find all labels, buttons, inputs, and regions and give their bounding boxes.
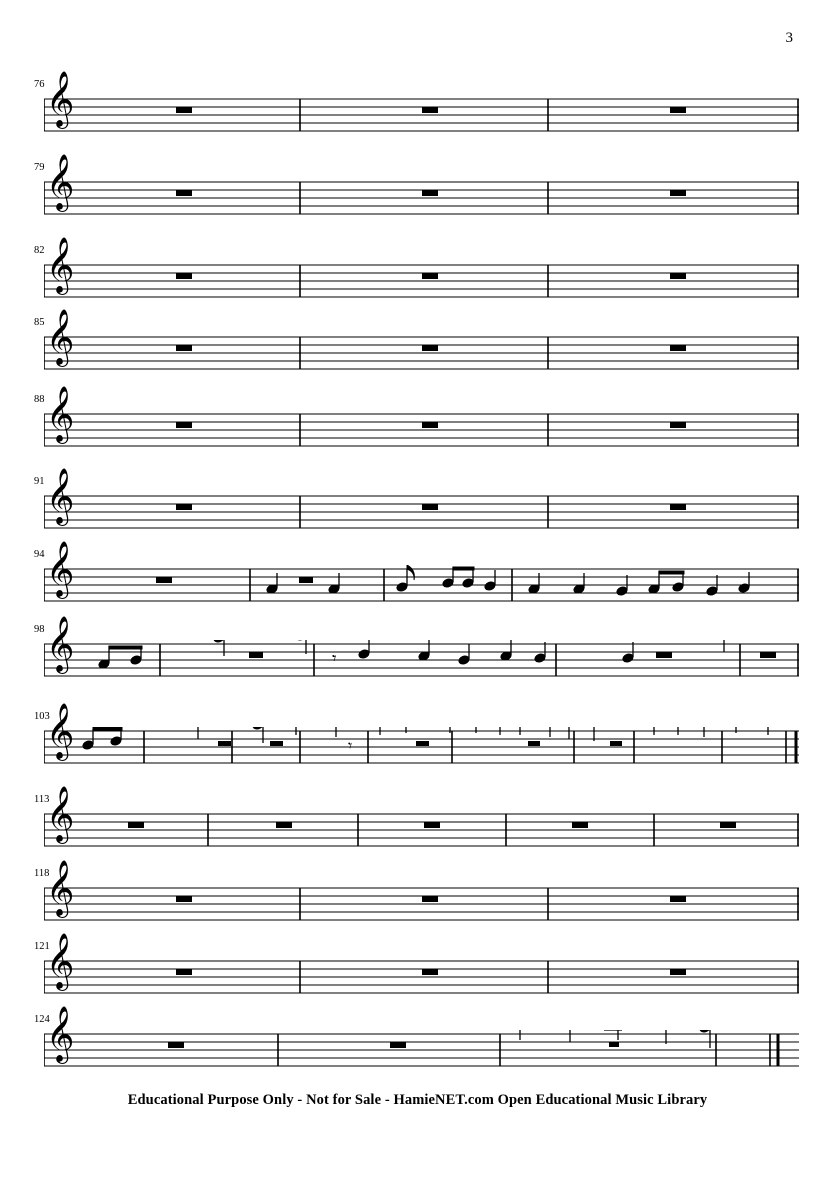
staff xyxy=(44,492,799,540)
measure-number: 76 xyxy=(34,79,45,90)
measure-number: 118 xyxy=(34,868,50,879)
staff-system-79 xyxy=(34,154,799,226)
staff-system-94 xyxy=(34,541,799,613)
measure-number: 79 xyxy=(34,162,45,173)
staff xyxy=(44,727,799,775)
staff-system-88 xyxy=(34,386,799,458)
measure-number: 94 xyxy=(34,549,45,560)
svg-text:𝄾: 𝄾 xyxy=(332,649,337,669)
treble-clef-icon: 𝄞 xyxy=(46,71,75,127)
measure-number: 82 xyxy=(34,245,45,256)
measure-number: 124 xyxy=(34,1014,50,1025)
measure-number: 91 xyxy=(34,476,45,487)
staff xyxy=(44,957,799,1005)
staff-system-113 xyxy=(34,786,799,858)
staff-system-82 xyxy=(34,237,799,309)
staff xyxy=(44,261,799,309)
staff xyxy=(44,178,799,226)
treble-clef-icon: 𝄞 xyxy=(46,386,75,442)
staff xyxy=(44,95,799,143)
staff-system-121 xyxy=(34,933,799,1005)
staff xyxy=(44,565,799,613)
page-number: 3 xyxy=(785,30,793,46)
staff xyxy=(44,333,799,381)
measure-number: 85 xyxy=(34,317,45,328)
measure-number: 121 xyxy=(34,941,50,952)
staff-system-124 xyxy=(34,1006,799,1078)
measure-number: 98 xyxy=(34,624,45,635)
measure-number: 113 xyxy=(34,794,50,805)
treble-clef-icon: 𝄞 xyxy=(46,860,75,916)
measure-rest xyxy=(156,577,313,583)
staff-system-76 xyxy=(34,71,799,143)
treble-clef-icon: 𝄞 xyxy=(46,703,75,759)
treble-clef-icon: 𝄞 xyxy=(46,309,75,365)
treble-clef-icon: 𝄞 xyxy=(46,933,75,989)
svg-text:𝄾: 𝄾 xyxy=(348,736,353,755)
treble-clef-icon: 𝄞 xyxy=(46,541,75,597)
treble-clef-icon: 𝄞 xyxy=(46,237,75,293)
staff-system-98 xyxy=(34,616,799,688)
treble-clef-icon: 𝄞 xyxy=(46,154,75,210)
treble-clef-icon: 𝄞 xyxy=(46,616,75,672)
staff xyxy=(44,884,799,932)
staff-system-118 xyxy=(34,860,799,932)
note-group xyxy=(266,565,750,596)
staff xyxy=(44,640,799,688)
staff xyxy=(44,410,799,458)
treble-clef-icon: 𝄞 xyxy=(46,786,75,842)
treble-clef-icon: 𝄞 xyxy=(46,1006,75,1062)
staff-system-91 xyxy=(34,468,799,540)
footer-notice: Educational Purpose Only - Not for Sale - HamieNET.com Open Educational Music Library xyxy=(127,1092,708,1108)
treble-clef-icon: 𝄞 xyxy=(46,468,75,524)
measure-number: 103 xyxy=(34,711,50,722)
staff-system-103 xyxy=(34,703,799,775)
staff xyxy=(44,1030,799,1078)
staff-system-85 xyxy=(34,309,799,381)
staff xyxy=(44,810,799,858)
measure-number: 88 xyxy=(34,394,45,405)
